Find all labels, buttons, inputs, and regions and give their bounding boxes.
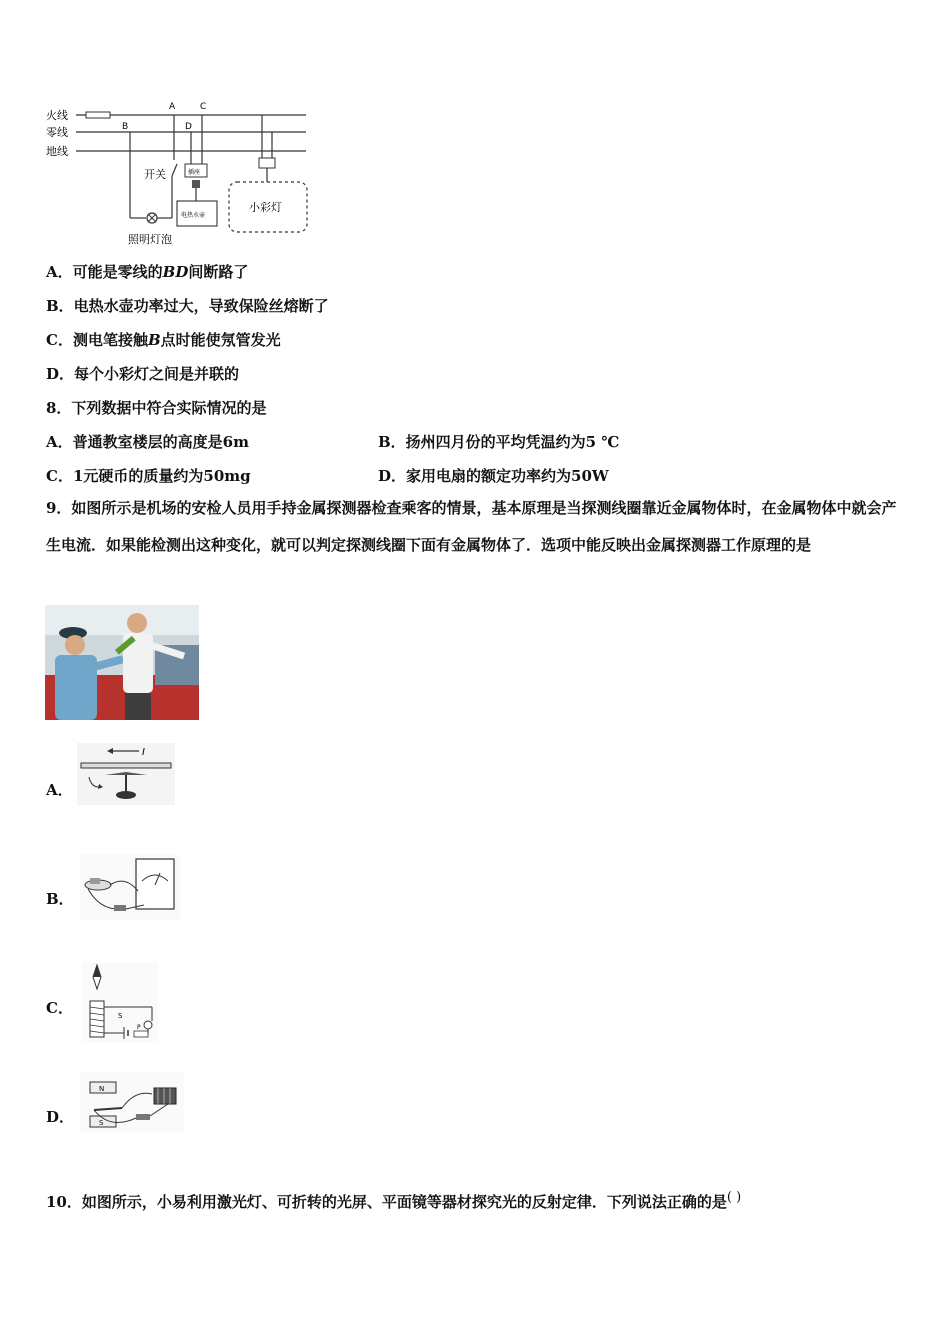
switch-s-label: S [118,1012,123,1020]
ground-wire-label: 地线 [46,145,68,158]
small-lights-label: 小彩灯 [249,201,282,214]
q9-option-a-figure [77,743,175,805]
q9-option-b-label: B． [46,890,74,908]
q10-stem: 10．如图所示，小易利用激光灯、可折转的光屏、平面镜等器材探究光的反射定律．下列说法正确的是( ) [46,1190,742,1211]
current-label: I [142,747,145,758]
point-c-label: C [200,102,207,112]
socket-label: 插座 [188,169,201,176]
q9-option-a-label: A． [46,781,73,799]
point-d-label: D [185,122,192,132]
q8-option-d: D．家用电扇的额定功率约为50W [378,467,609,485]
point-b-label: B [122,122,129,132]
neutral-wire-label: 零线 [46,126,68,139]
q9-option-d-label: D． [46,1108,75,1126]
bulb-label: 照明灯泡 [128,233,172,246]
q8-option-c: C．1元硬币的质量约为50mg [46,467,251,485]
live-wire-label: 火线 [46,109,68,122]
security-check-photo [45,605,199,720]
q7-option-a: A．可能是零线的BD间断路了 [46,263,249,281]
pole-n-label: N [99,1085,105,1093]
point-a-label: A [169,102,176,112]
q9-option-d-figure [80,1072,184,1132]
q7-option-c: C．测电笔接触B点时能使氖管发光 [46,331,281,349]
fuse [86,112,110,118]
q8-stem: 8．下列数据中符合实际情况的是 [46,399,267,417]
kettle-label: 电热水壶 [181,212,206,219]
q9-option-c-figure [82,963,158,1043]
q7-option-d: D．每个小彩灯之间是并联的 [46,365,240,383]
q9-option-b-figure [80,855,180,920]
rheostat-p-label: P [137,1024,141,1031]
q9-stem: 9．如图所示是机场的安检人员用手持金属探测器检查乘客的情景，基本原理是当探测线圈靠近金属物体时，在金属物体中就会产生电流．如果能检测出这种变化，就可以判定探测线圈下面有金属物体了．选项中能反映出金属探测器工作原理的是 [46,499,897,554]
q8-option-a: A．普通教室楼层的高度是6m [46,433,249,451]
answer-bracket: ( ) [726,1190,742,1205]
q7-option-b: B．电热水壶功率过大，导致保险丝熔断了 [46,297,329,315]
household-circuit-diagram [44,98,310,248]
switch-label: 开关 [144,168,166,181]
pole-s-label: S [99,1119,104,1127]
q8-option-b: B．扬州四月份的平均凭温约为5 ℃ [378,433,620,451]
q9-option-c-label: C． [46,999,73,1017]
